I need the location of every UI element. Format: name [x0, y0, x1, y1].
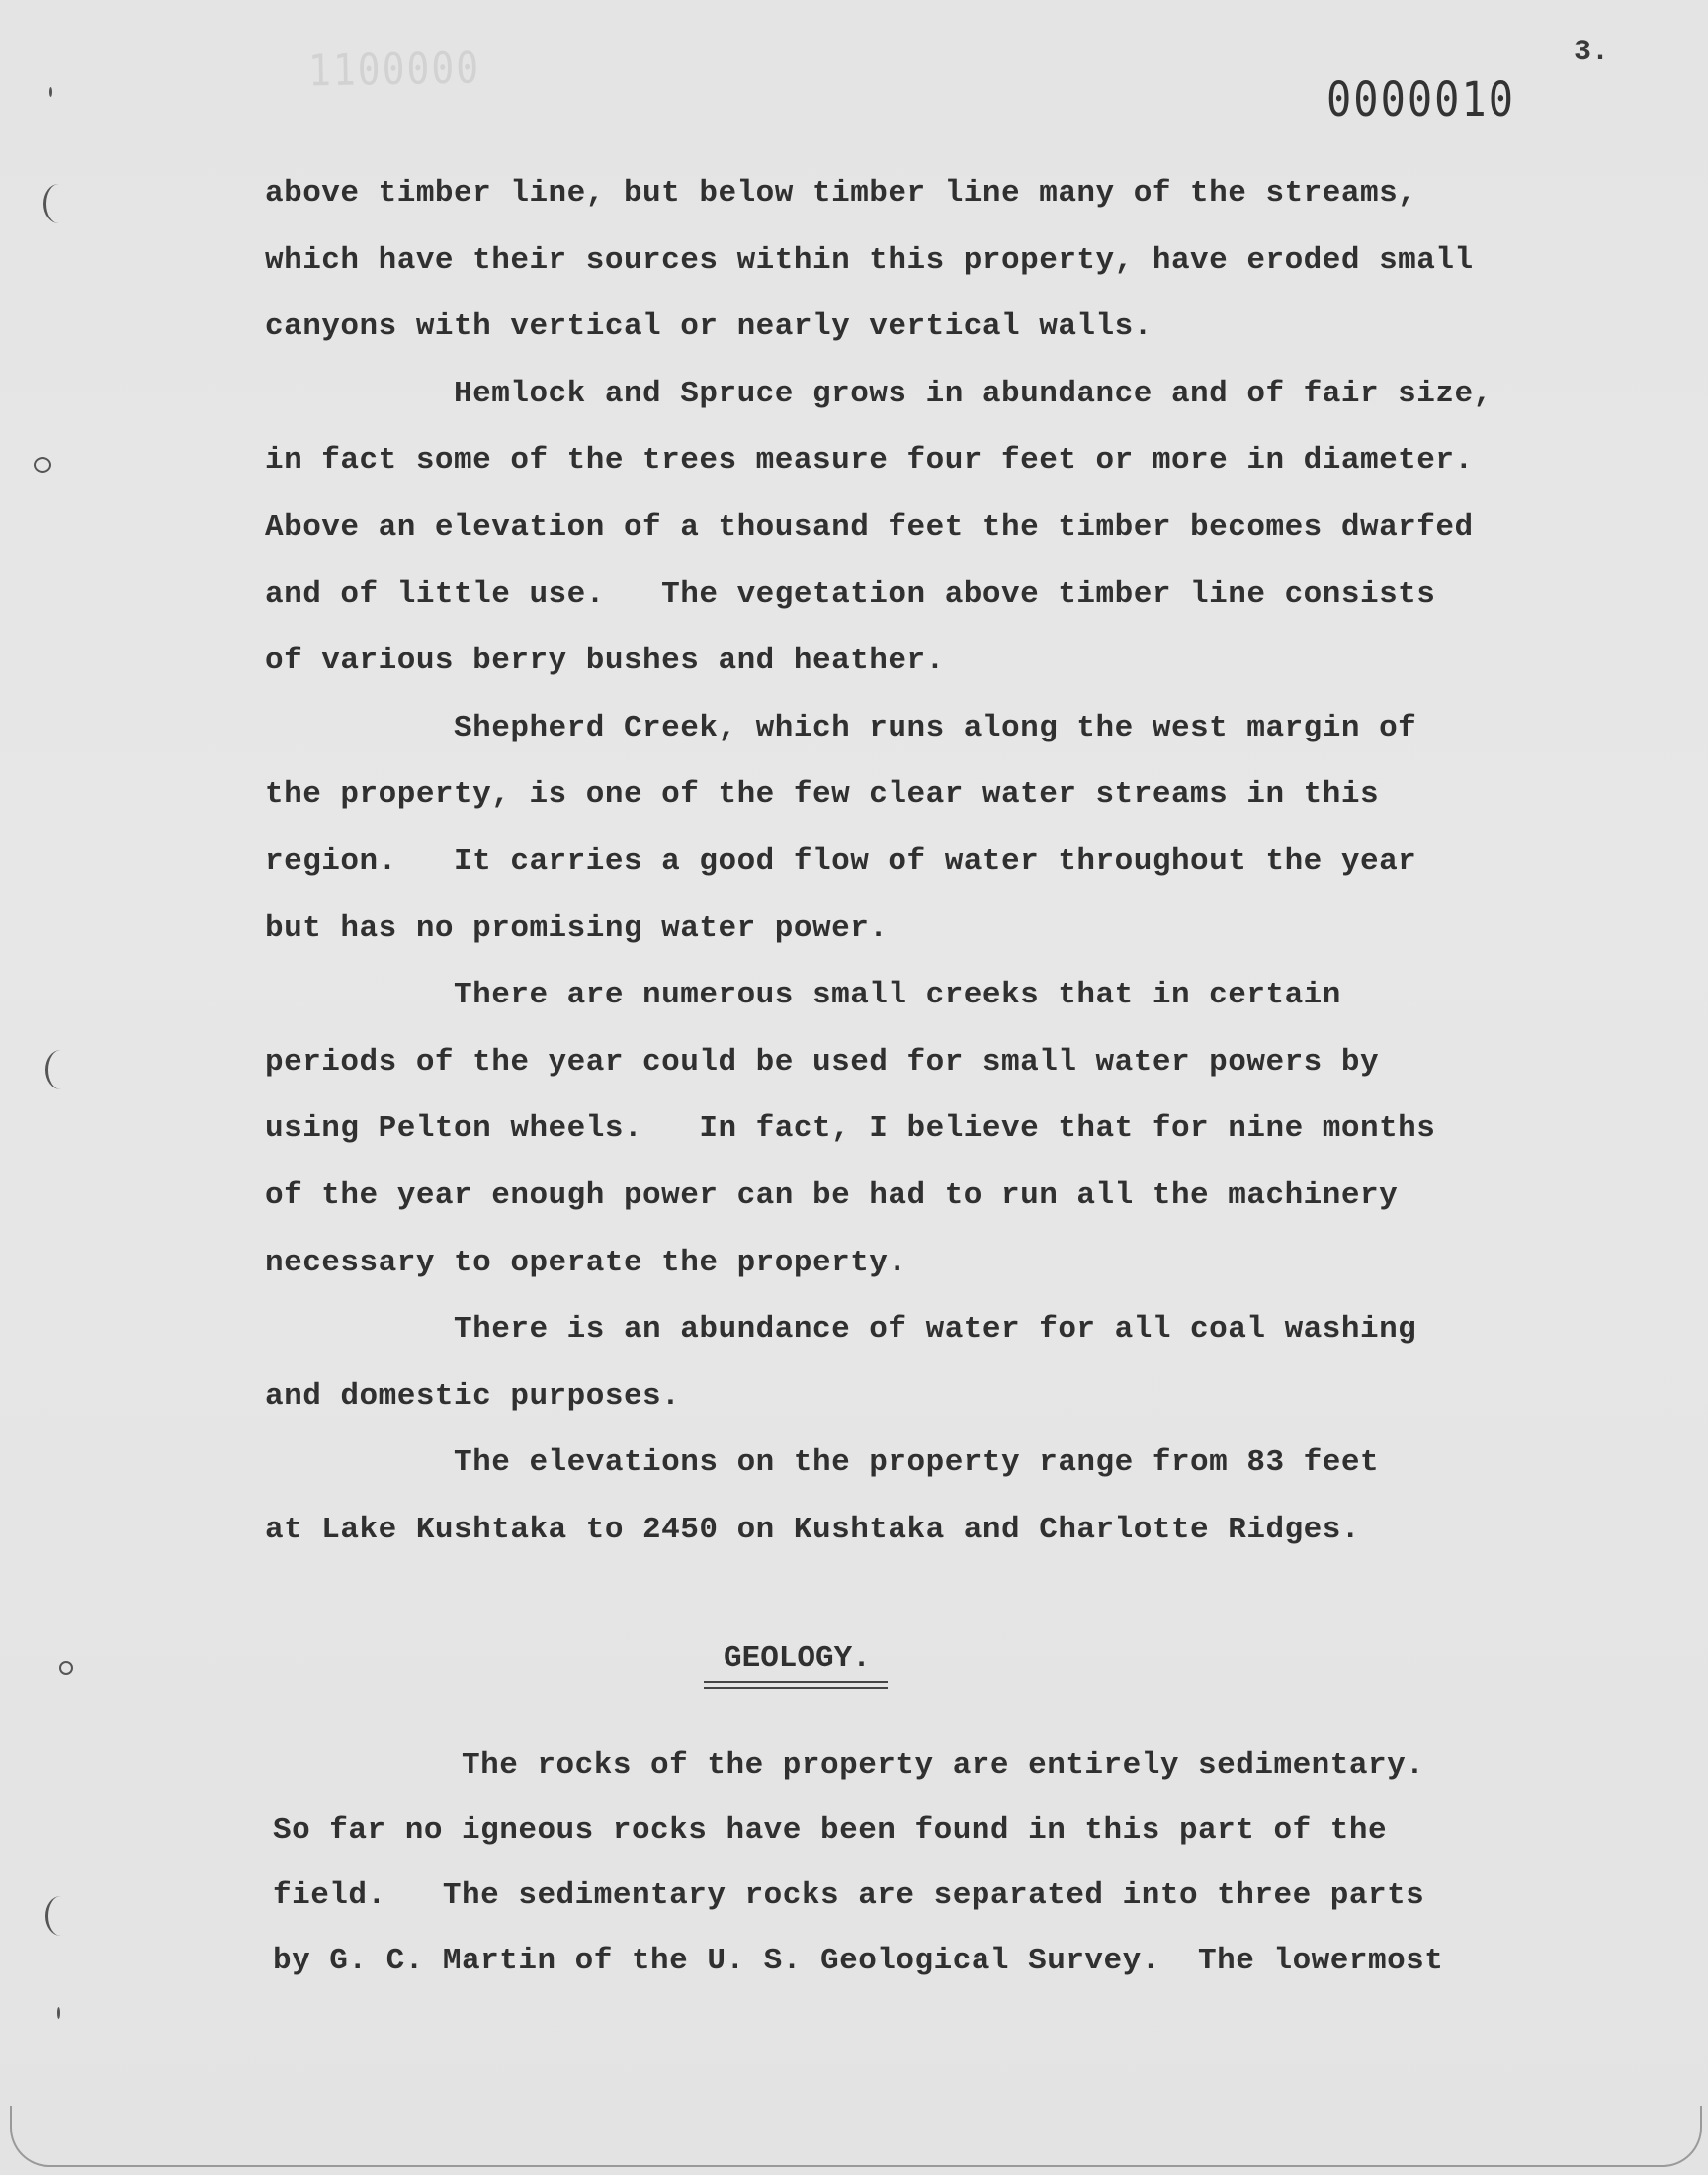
body-text-line: necessary to operate the property. — [265, 1245, 907, 1280]
body-text-line: canyons with vertical or nearly vertical walls. — [265, 309, 1153, 345]
punch-hole-mark — [45, 1050, 76, 1089]
body-text-line: and domestic purposes. — [265, 1378, 681, 1414]
body-text-line: The rocks of the property are entirely sedimentary. — [273, 1748, 1425, 1783]
body-text-line: There is an abundance of water for all coal washing — [265, 1312, 1417, 1348]
body-text-line: in fact some of the trees measure four feet or more in diameter. — [265, 443, 1474, 478]
heading-underline — [704, 1687, 888, 1689]
body-text-line: at Lake Kushtaka to 2450 on Kushtaka and Charlotte Ridges. — [265, 1513, 1360, 1547]
body-text-line: Shepherd Creek, which runs along the west margin of — [265, 710, 1417, 745]
body-text-line: So far no igneous rocks have been found in this part of the — [273, 1813, 1388, 1848]
body-text-line: but has no promising water power. — [265, 911, 889, 946]
page-edge — [10, 2106, 1702, 2167]
body-text-line: There are numerous small creeks that in certain — [265, 978, 1341, 1013]
body-text-line: the property, is one of the few clear water streams in this — [265, 777, 1380, 813]
heading-underline — [704, 1681, 888, 1683]
body-text-line: region. It carries a good flow of water throughout the year — [265, 844, 1417, 879]
punch-hole-mark — [45, 1896, 76, 1936]
body-text-line: which have their sources within this property, have eroded small — [265, 242, 1474, 278]
section-heading: GEOLOGY. — [724, 1641, 871, 1676]
punch-hole-mark — [43, 184, 74, 223]
body-text-line: field. The sedimentary rocks are separated into three parts — [273, 1878, 1425, 1913]
document-stamp: 0000010 — [1326, 71, 1516, 128]
body-text-line: Hemlock and Spruce grows in abundance and of fair size, — [265, 376, 1493, 411]
margin-mark — [57, 2007, 60, 2019]
body-text-line: The elevations on the property range from 83 feet — [265, 1445, 1380, 1481]
body-text-line: periods of the year could be used for small water powers by — [265, 1044, 1380, 1080]
faint-stamp: 1100000 — [307, 43, 481, 96]
body-text-line: of the year enough power can be had to run all the machinery — [265, 1178, 1399, 1213]
body-text-line: using Pelton wheels. In fact, I believe that for nine months — [265, 1111, 1436, 1147]
page-number: 3. — [1574, 36, 1610, 69]
margin-mark — [59, 1661, 73, 1675]
body-text-line: Above an elevation of a thousand feet the timber becomes dwarfed — [265, 510, 1474, 545]
margin-mark — [34, 457, 51, 473]
body-text-line: by G. C. Martin of the U. S. Geological Survey. The lowermost — [273, 1944, 1444, 1978]
body-text-line: and of little use. The vegetation above timber line consists — [265, 576, 1436, 612]
margin-mark — [49, 87, 52, 97]
body-text-line: of various berry bushes and heather. — [265, 644, 945, 679]
body-text-line: above timber line, but below timber line many of the streams, — [265, 176, 1417, 211]
